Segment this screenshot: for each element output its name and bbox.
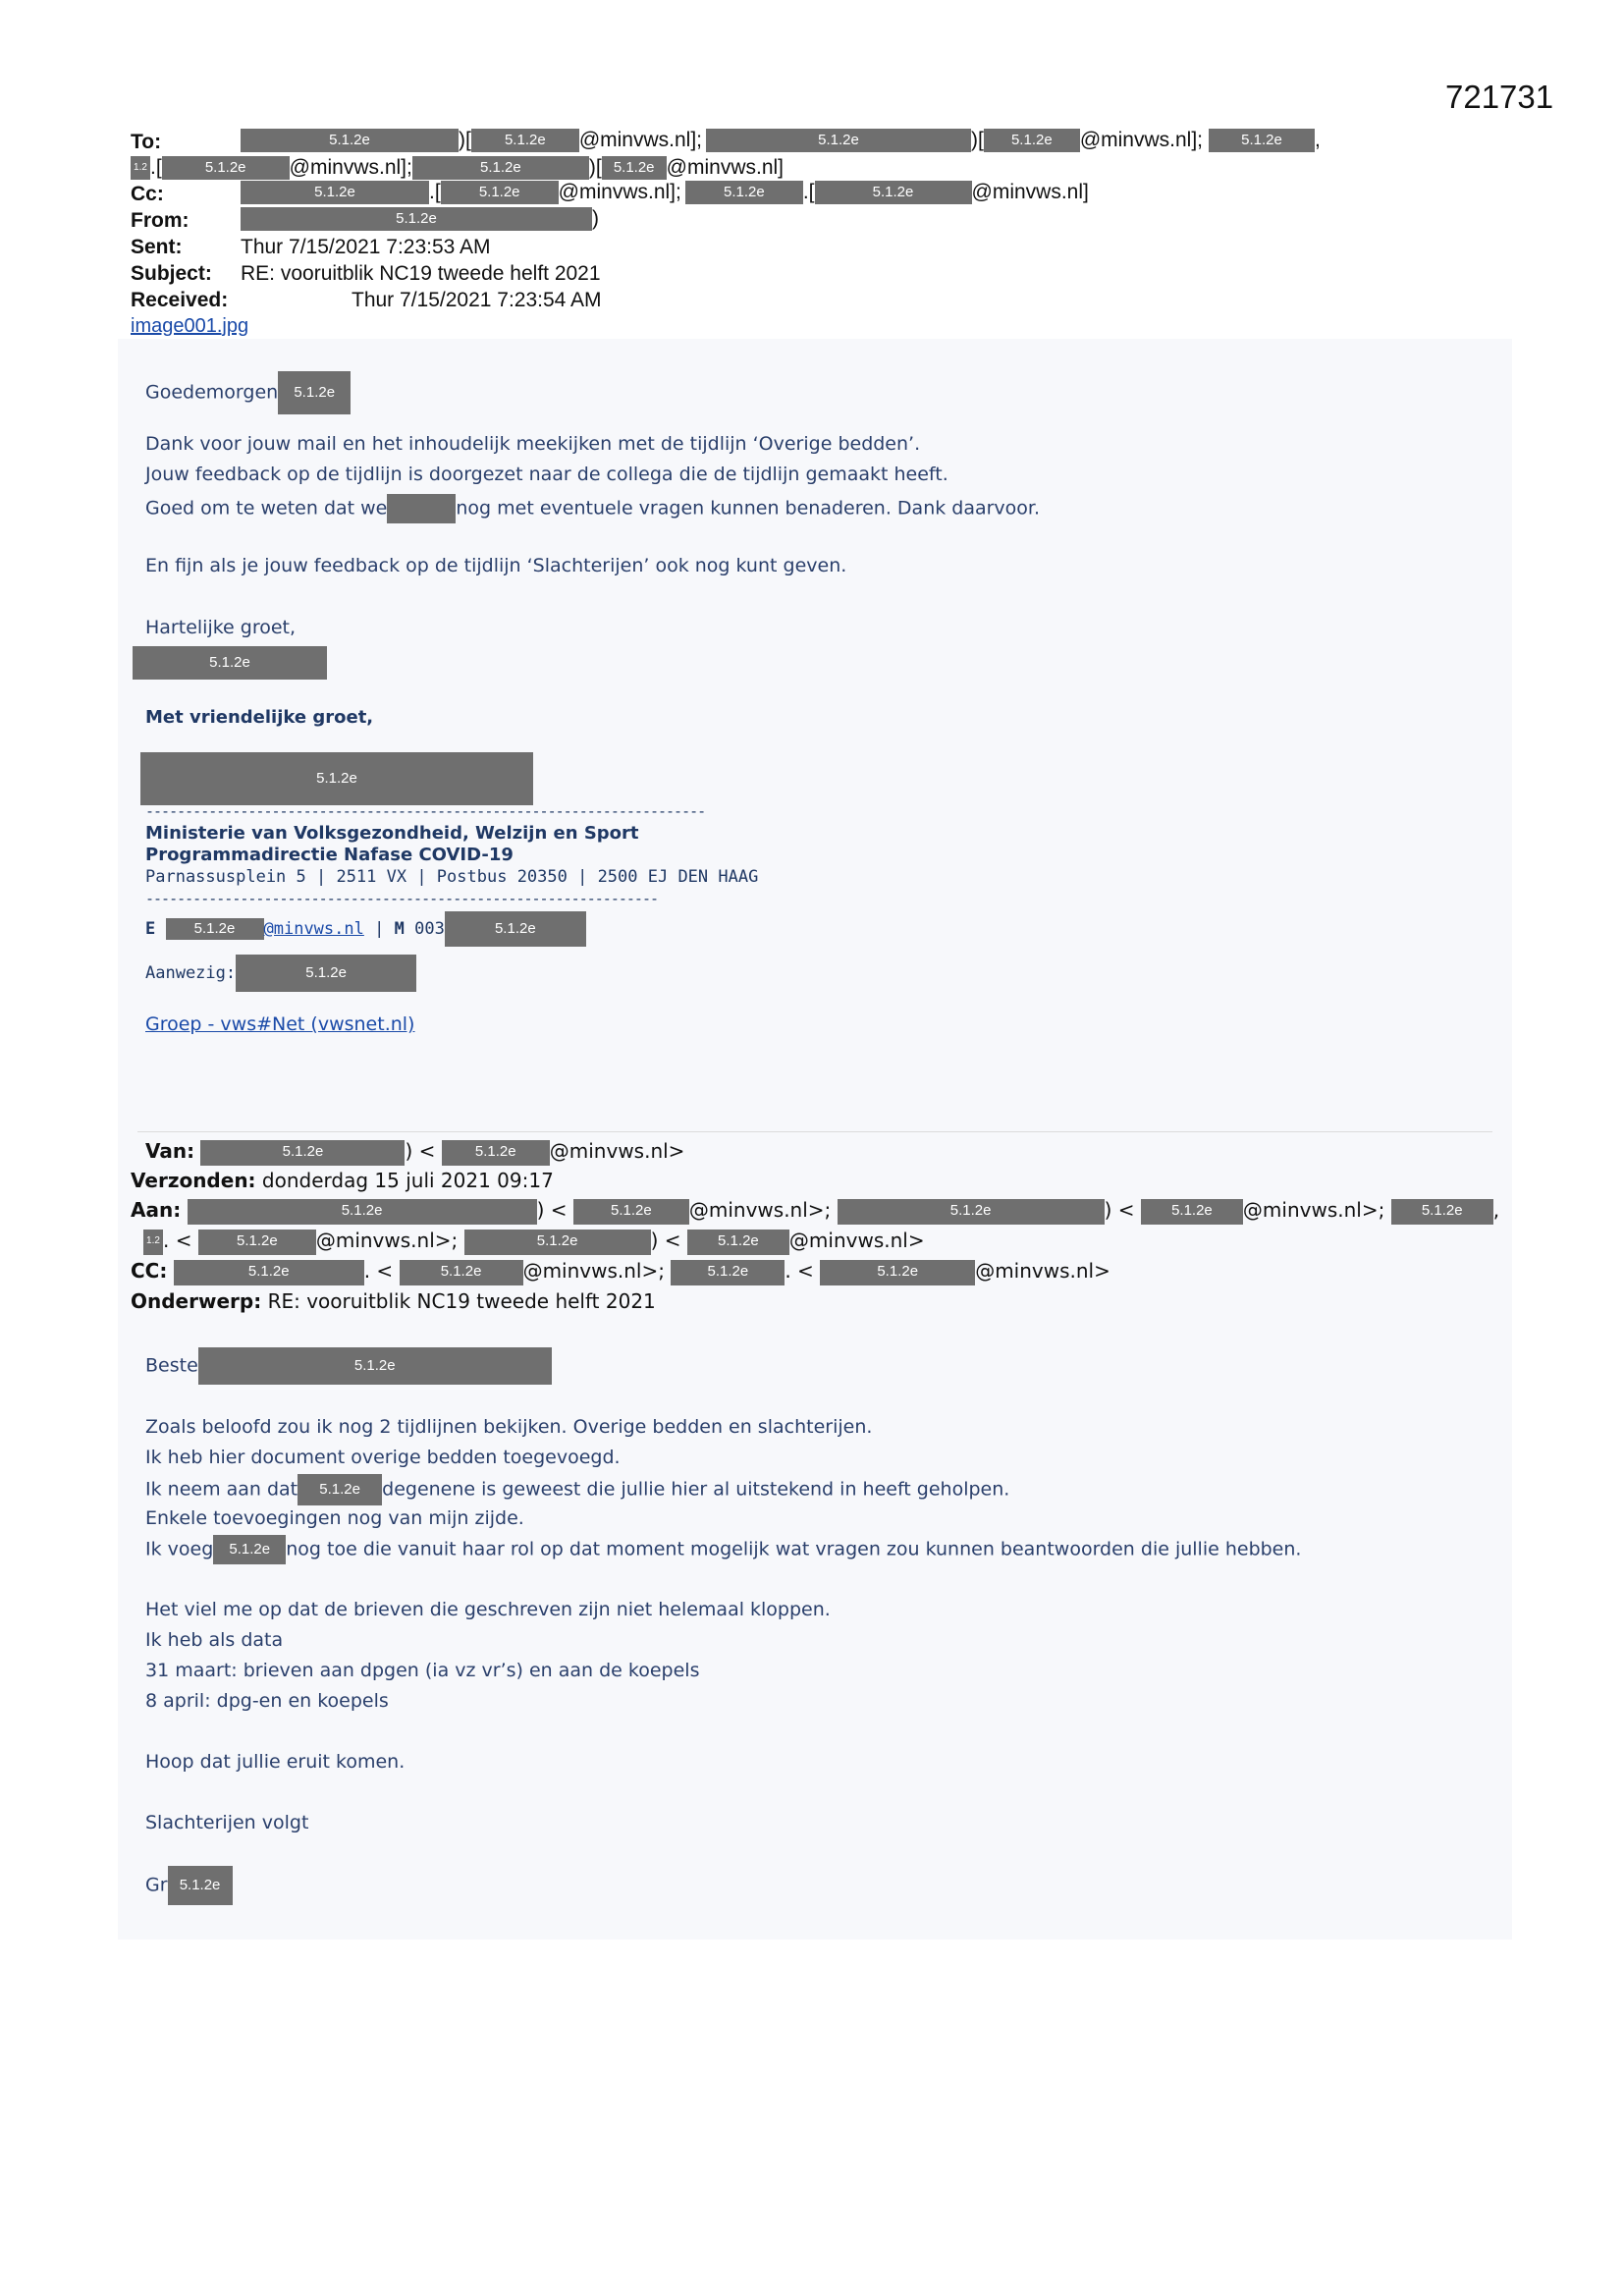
redaction: 5.1.2e xyxy=(685,181,803,204)
redaction: 5.1.2e xyxy=(412,156,589,180)
signature-name-redaction: 5.1.2e xyxy=(140,752,533,805)
redaction: 1.2 xyxy=(143,1230,163,1255)
closing-line: Hartelijke groet, xyxy=(145,617,297,638)
redaction: 5.1.2e xyxy=(445,911,586,947)
redaction: 5.1.2e xyxy=(213,1535,286,1564)
attendance-line: Aanwezig: 5.1.2e xyxy=(145,955,416,992)
org-directorate: Programmadirectie Nafase COVID-19 xyxy=(145,845,514,865)
header-sent-label: Sent: xyxy=(131,236,183,258)
header-received-value: Thur 7/15/2021 7:23:54 AM xyxy=(352,289,602,311)
contact-line: E 5.1.2e @minvws.nl | M 003 5.1.2e xyxy=(145,911,586,947)
redaction: 5.1.2e xyxy=(241,129,459,152)
redaction: 5.1.2e xyxy=(441,181,559,204)
org-ministry: Ministerie van Volksgezondheid, Welzijn en Sport xyxy=(145,823,639,844)
original-greeting: Beste 5.1.2e xyxy=(145,1347,552,1385)
verzonden-line: Verzonden: donderdag 15 juli 2021 09:17 xyxy=(131,1169,554,1192)
redaction: 5.1.2e xyxy=(706,129,971,152)
header-sent-value: Thur 7/15/2021 7:23:53 AM xyxy=(241,236,491,258)
redaction: 5.1.2e xyxy=(166,918,264,940)
header-to-line2: 1.2 .[ 5.1.2e @minvws.nl]; 5.1.2e )[ 5.1.2e @minvws.nl] xyxy=(131,156,784,180)
redaction: 5.1.2e xyxy=(573,1199,689,1225)
redaction: 5.1.2e xyxy=(188,1199,537,1225)
redaction: 5.1.2e xyxy=(241,181,429,204)
redaction: 5.1.2e xyxy=(174,1260,364,1285)
redaction: 5.1.2e xyxy=(241,207,592,231)
header-cc-line: 5.1.2e .[ 5.1.2e @minvws.nl]; 5.1.2e .[ 5.1.2e @minvws.nl] xyxy=(241,181,1089,204)
redaction: 5.1.2e xyxy=(1209,129,1315,152)
reply-paragraph-line: Jouw feedback op de tijdlijn is doorgezet naar de collega die de tijdlijn gemaakt heeft. xyxy=(145,464,948,485)
redaction: 5.1.2e xyxy=(471,129,579,152)
header-received-label: Received: xyxy=(131,289,229,311)
header-from-line: 5.1.2e ) xyxy=(241,207,599,231)
redaction: 5.1.2e xyxy=(200,1140,405,1166)
org-address: Parnassusplein 5 | 2511 VX | Postbus 20350 | 2500 EJ DEN HAAG xyxy=(145,867,759,887)
header-cc-label: Cc: xyxy=(131,183,164,205)
signature-divider: ----------------------------------------------------------------- xyxy=(145,890,658,907)
vwsnet-link[interactable]: Groep - vws#Net (vwsnet.nl) xyxy=(145,1013,415,1035)
reply-paragraph-line: Dank voor jouw mail en het inhoudelijk meekijken met de tijdlijn ‘Overige bedden’. xyxy=(145,433,921,455)
onderwerp-line: Onderwerp: RE: vooruitblik NC19 tweede helft 2021 xyxy=(131,1289,656,1313)
redaction: 1.2 xyxy=(131,156,150,180)
original-line: 31 maart: brieven aan dpgen (ia vz vr’s) en aan de koepels xyxy=(145,1660,700,1681)
redaction: 5.1.2e xyxy=(162,156,290,180)
original-signoff: Gr 5.1.2e xyxy=(145,1866,233,1905)
van-line: Van: 5.1.2e ) < 5.1.2e @minvws.nl> xyxy=(145,1139,684,1166)
redaction: 5.1.2e xyxy=(838,1199,1105,1225)
cc-line: CC: 5.1.2e . < 5.1.2e @minvws.nl>; 5.1.2e . < 5.1.2e @minvws.nl> xyxy=(131,1259,1110,1285)
aan-line1: Aan: 5.1.2e ) < 5.1.2e @minvws.nl>; 5.1.2e ) < 5.1.2e @minvws.nl>; 5.1.2e , xyxy=(131,1198,1499,1225)
redaction: 5.1.2e xyxy=(464,1230,651,1255)
greeting-line: Goedemorgen 5.1.2e xyxy=(145,371,351,414)
original-line: Ik voeg 5.1.2e nog toe die vanuit haar rol op dat moment mogelijk wat vragen zou kunnen beantwoorden die jullie hebben. xyxy=(145,1535,1301,1564)
redaction: 5.1.2e xyxy=(400,1260,523,1285)
original-line: Hoop dat jullie eruit komen. xyxy=(145,1751,406,1773)
redaction xyxy=(387,494,456,523)
redaction: 5.1.2e xyxy=(687,1230,789,1255)
redaction: 5.1.2e xyxy=(278,371,351,414)
original-line: Ik neem aan dat 5.1.2e degenene is geweest die jullie hier al uitstekend in heeft geholpen. xyxy=(145,1474,1009,1505)
redaction: 5.1.2e xyxy=(298,1474,382,1505)
signature-divider: ----------------------------------------------------------------------- xyxy=(145,802,706,820)
redaction: 5.1.2e xyxy=(236,955,416,992)
redaction: 5.1.2e xyxy=(168,1866,233,1905)
header-subject-value: RE: vooruitblik NC19 tweede helft 2021 xyxy=(241,262,601,285)
original-line: Enkele toevoegingen nog van mijn zijde. xyxy=(145,1507,524,1529)
message-divider xyxy=(137,1131,1492,1132)
redaction: 5.1.2e xyxy=(1391,1199,1493,1225)
redaction: 5.1.2e xyxy=(198,1230,316,1255)
redaction: 5.1.2e xyxy=(602,156,667,180)
redaction: 5.1.2e xyxy=(815,181,972,204)
sender-name-redaction: 5.1.2e xyxy=(133,646,327,680)
redaction: 5.1.2e xyxy=(820,1260,975,1285)
header-to-label: To: xyxy=(131,131,162,153)
original-line: Ik heb hier document overige bedden toegevoegd. xyxy=(145,1447,621,1468)
redaction: 5.1.2e xyxy=(984,129,1080,152)
email-link[interactable]: @minvws.nl xyxy=(263,919,364,939)
redaction: 5.1.2e xyxy=(442,1140,550,1166)
header-from-label: From: xyxy=(131,209,189,232)
original-line: Slachterijen volgt xyxy=(145,1812,309,1833)
attachment-link[interactable]: image001.jpg xyxy=(131,315,249,337)
header-subject-label: Subject: xyxy=(131,262,212,285)
header-to-line1: 5.1.2e )[ 5.1.2e @minvws.nl]; 5.1.2e )[ 5.1.2e @minvws.nl]; 5.1.2e , xyxy=(241,129,1321,152)
redaction: 5.1.2e xyxy=(1141,1199,1243,1225)
reply-paragraph-line: En fijn als je jouw feedback op de tijdlijn ‘Slachterijen’ ook nog kunt geven. xyxy=(145,555,847,576)
reply-paragraph-line: Goed om te weten dat we nog met eventuele vragen kunnen benaderen. Dank daarvoor. xyxy=(145,494,1040,523)
original-line: Het viel me op dat de brieven die geschreven zijn niet helemaal kloppen. xyxy=(145,1599,831,1620)
redaction: 5.1.2e xyxy=(671,1260,785,1285)
document-number: 721731 xyxy=(1445,79,1554,115)
original-line: Ik heb als data xyxy=(145,1629,284,1651)
redaction: 5.1.2e xyxy=(198,1347,552,1385)
signature-greeting: Met vriendelijke groet, xyxy=(145,707,374,728)
original-line: 8 april: dpg-en en koepels xyxy=(145,1690,389,1712)
aan-line2: 1.2 . < 5.1.2e @minvws.nl>; 5.1.2e ) < 5.1.2e @minvws.nl> xyxy=(143,1229,925,1255)
original-line: Zoals beloofd zou ik nog 2 tijdlijnen bekijken. Overige bedden en slachterijen. xyxy=(145,1416,873,1438)
